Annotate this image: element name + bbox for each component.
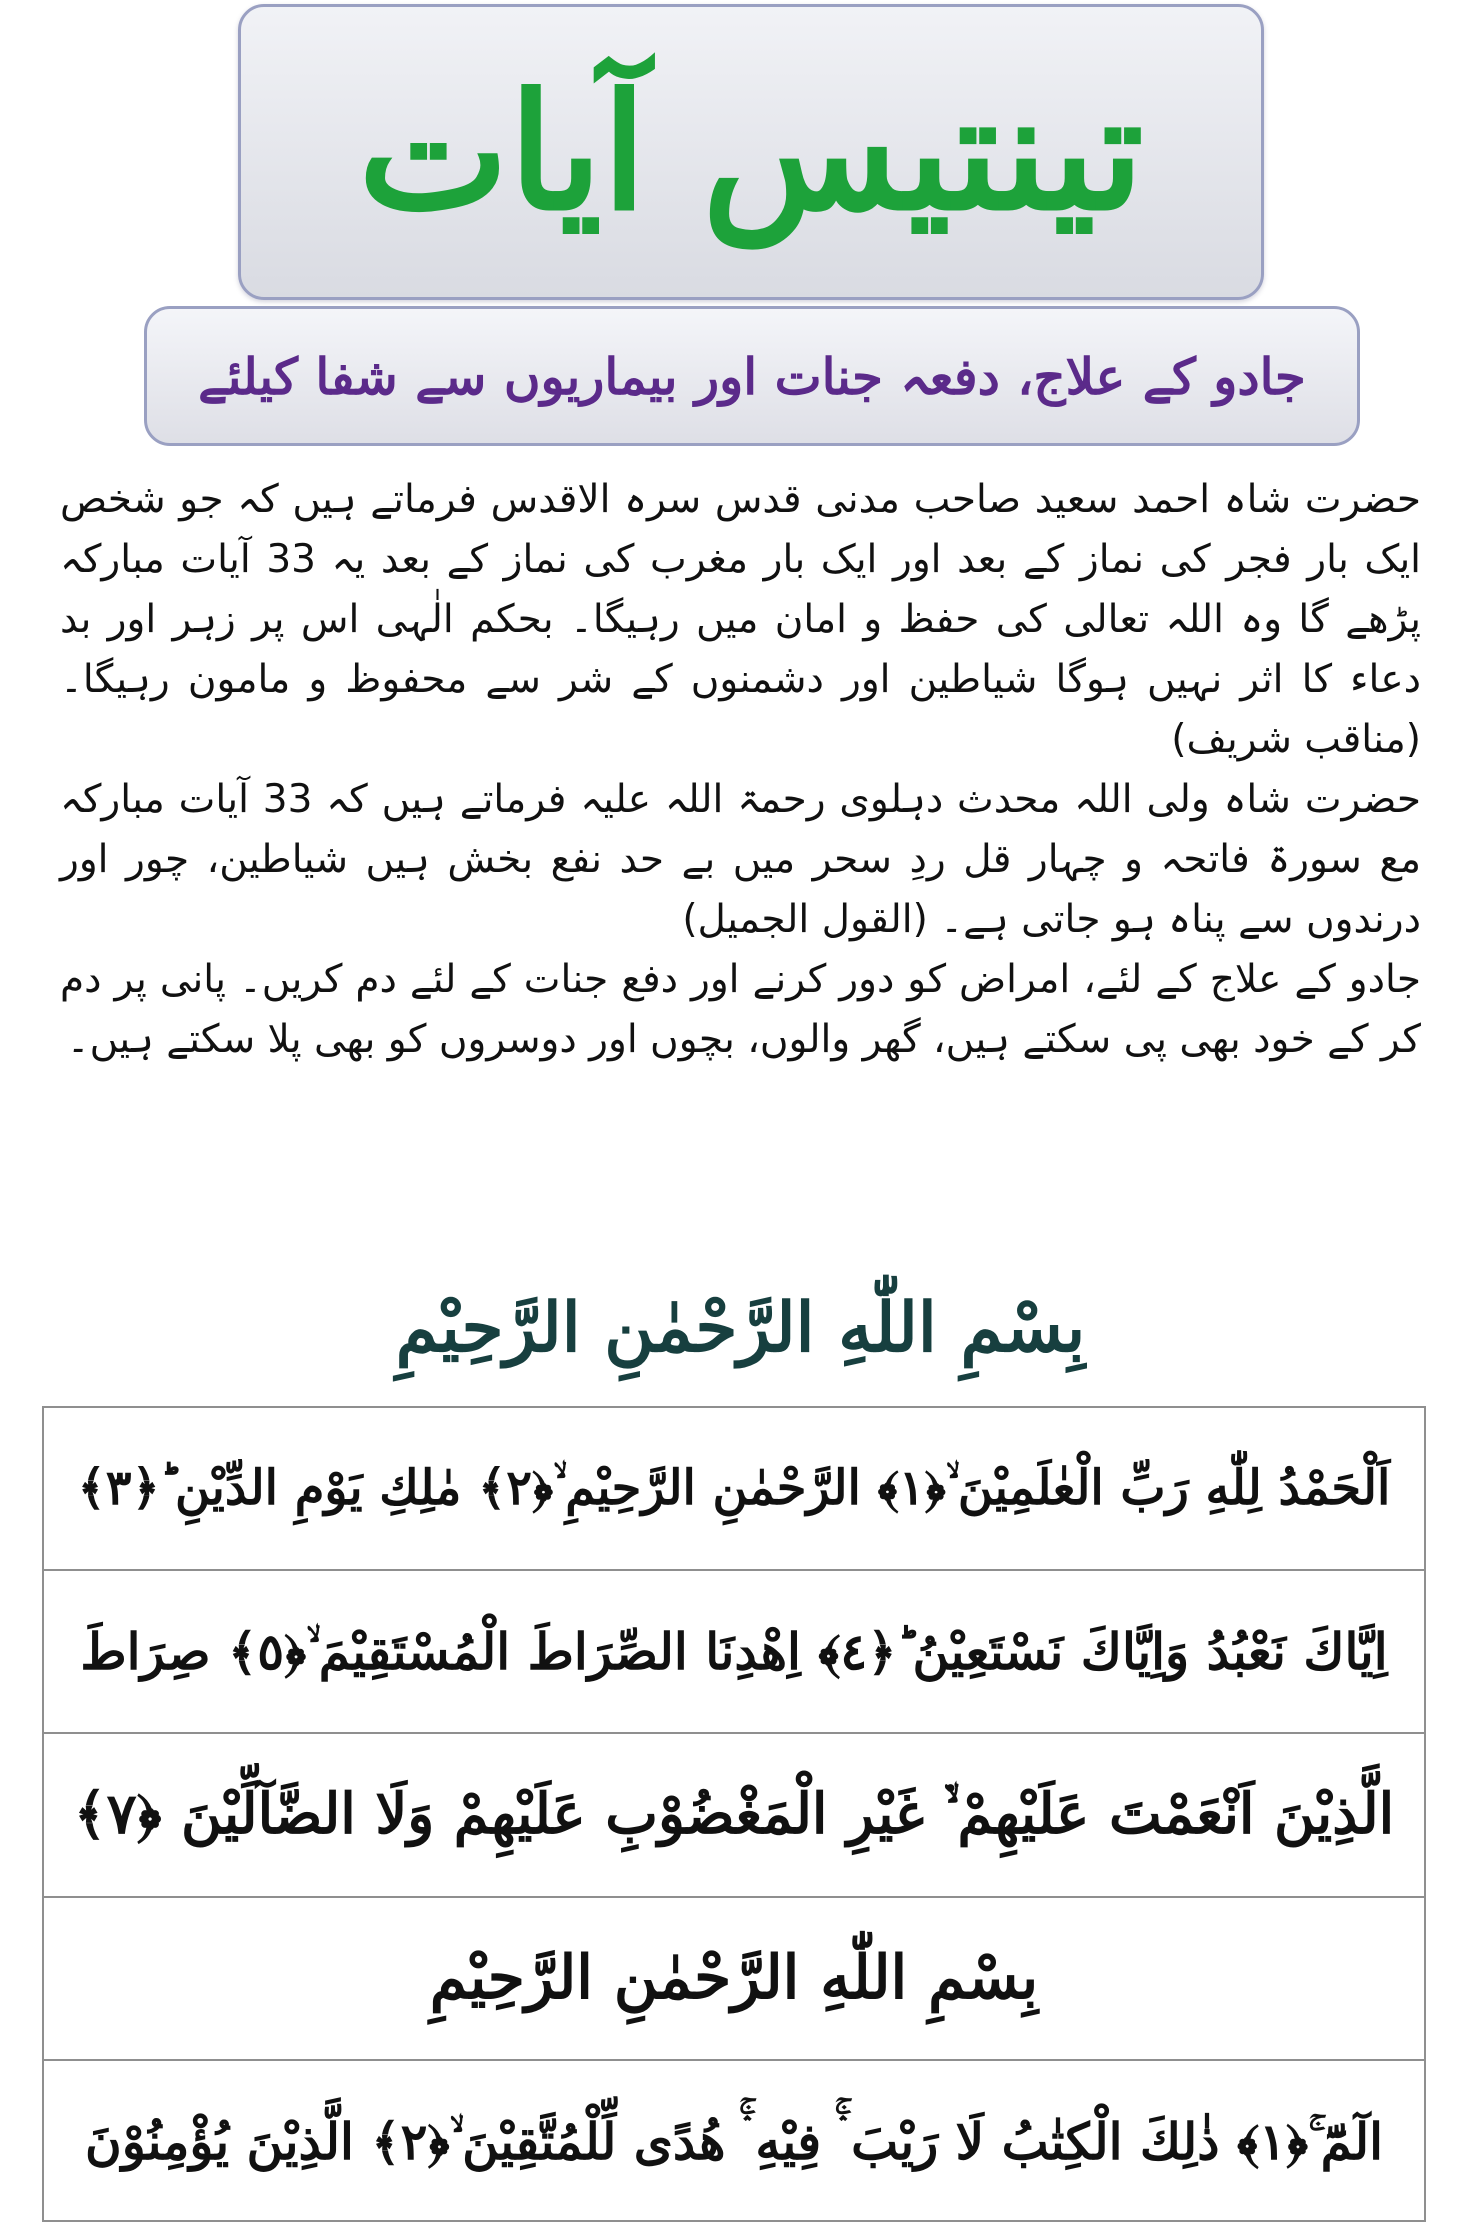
verse-text: اَلْحَمْدُ لِلّٰهِ رَبِّ الْعٰلَمِيْنَ ۙ﴿١﴾ الرَّحْمٰنِ الرَّحِيْمِ ۙ﴿٢﴾ مٰلِكِ يَوْمِ الدِّيْنِ ؕ﴿٣﴾	[77, 1460, 1391, 1517]
bismillah-heading: بِسْمِ اللّٰهِ الرَّحْمٰنِ الرَّحِيْمِ	[395, 1288, 1086, 1368]
page-title: تینتیس آیات	[358, 58, 1144, 246]
subtitle-banner	[144, 306, 1360, 446]
verse-text: بِسْمِ اللّٰهِ الرَّحْمٰنِ الرَّحِيْمِ	[429, 1943, 1039, 2014]
intro-paragraph: جادو کے علاج کے لئے، امراض کو دور کرنے اور دفع جنات کے لئے دم کریں۔ پانی پر دم کر کے خود بھی پی سکتے ہیں، گھر والوں، بچوں اور دوسروں کو بھی پلا سکتے ہیں۔	[60, 957, 1421, 1062]
verse-text: اِيَّاكَ نَعْبُدُ وَاِيَّاكَ نَسْتَعِيْنُ ؕ﴿٤﴾ اِهْدِنَا الصِّرَاطَ الْمُسْتَقِيْمَ ۙ﴿٥﴾ صِرَاطَ	[80, 1621, 1388, 1681]
page-subtitle: جادو کے علاج، دفعہ جنات اور بیماریوں سے شفا کیلئے	[198, 346, 1306, 406]
verse-row	[44, 1408, 1424, 1571]
verse-row	[44, 1571, 1424, 1734]
title-banner	[238, 4, 1264, 300]
verse-text: الٓمّٓ ۚ﴿١﴾ ذٰلِكَ الْكِتٰبُ لَا رَيْبَ ۛۚ فِيْهِ ۛۚ هُدًى لِّلْمُتَّقِيْنَ ۙ﴿٢﴾ الَّذِيْنَ يُؤْمِنُوْنَ	[84, 2112, 1384, 2172]
intro-paragraph: حضرت شاہ ولی اللہ محدث دہلوی رحمۃ اللہ علیہ فرماتے ہیں کہ 33 آیات مبارکہ مع سورۃ فاتحہ و چہار قل ردِ سحر میں بے حد نفع بخش ہیں شیاطین، چور اور درندوں سے پناہ ہو جاتی ہے۔ (القول الجمیل)	[60, 777, 1422, 942]
verse-table	[42, 1406, 1426, 2222]
verse-row	[44, 1734, 1424, 1897]
verse-text: الَّذِيْنَ اَنْعَمْتَ عَلَيْهِمْ ۙ۬ غَيْرِ الْمَغْضُوْبِ عَلَيْهِمْ وَلَا الضَّآلِّيْنَ ﴿٧﴾	[73, 1781, 1395, 1848]
verse-row	[44, 1898, 1424, 2061]
verse-row	[44, 2061, 1424, 2224]
intro-paragraph: حضرت شاہ احمد سعید صاحب مدنی قدس سرہ الاقدس فرماتے ہیں کہ جو شخص ایک بار فجر کی نماز کے بعد اور ایک بار مغرب کی نماز کے بعد یہ 33 آیات مبارکہ پڑھے گا وہ اللہ تعالی کی حفظ و امان میں رہیگا۔ بحکم الٰہی اس پر زہر اور بد دعاء کا اثر نہیں ہوگا شیاطین اور دشمنوں کے شر سے محفوظ و مامون رہیگا۔ (مناقب شریف)	[60, 477, 1422, 762]
intro-text	[60, 470, 1421, 1070]
